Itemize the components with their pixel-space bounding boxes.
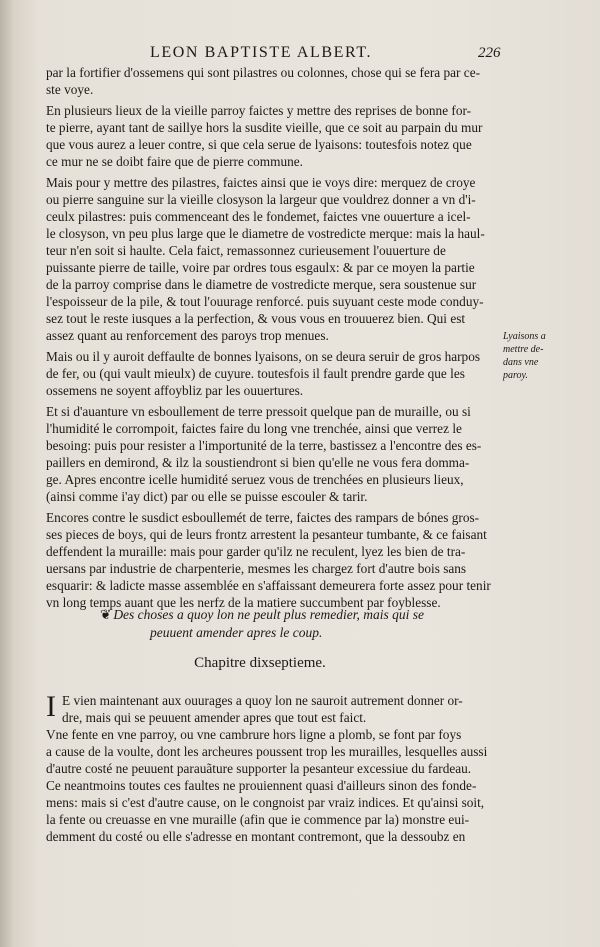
rubric-line: peuuent amender apres le coup. (150, 625, 323, 640)
marginal-note (503, 330, 575, 382)
text-line: puissante pierre de taille, voire par ordres tous esgaulx: & par ce moyen la partie (46, 260, 475, 275)
rubric-line (100, 606, 520, 624)
text-line: a cause de la voulte, dont les archeures poussent trop les murailles, lesquelles aussi (46, 744, 488, 759)
text-line: sez tout le reste iusques a la perfection, & vous vous en trouuerez bien. Qui est (46, 311, 466, 326)
marginal-note-line: paroy. (503, 370, 528, 381)
text-line: la fente ou creuasse en vne muraille (afin que ie commence par la) monstre eui- (46, 812, 470, 827)
text-line: deffendent la muraille: mais pour garder qu'ilz ne reculent, lyez les bien de tra- (46, 544, 466, 559)
page-number: 226 (478, 45, 501, 61)
text-line: que vous aurez a leuer contre, si que cela serue de lyaisons: toutesfois notez que (46, 137, 472, 152)
text-line: de fer, ou (qui vault mieulx) de cuyure. toutesfois il fault prendre garde que les (46, 366, 465, 381)
text-line: de la parroy comprise dans le diametre de vostredicte merque, sera soustenue sur (46, 277, 477, 292)
text-line: Ce neantmoins toutes ces faultes ne prouiennent quasi d'ailleurs sinon des fonde- (46, 778, 477, 793)
running-title: LEON BAPTISTE ALBERT. (150, 44, 373, 61)
chapter-rubric (100, 606, 520, 642)
text-line: le closyson, vn peu plus large que le diametre de vostredicte merque: mais la haul- (46, 226, 485, 241)
text-line: te pierre, ayant tant de saillye hors la susdite vieille, que ce soit au parpain du mur (46, 120, 483, 135)
text-line: dre, mais qui se peuuent amender apres que tout est faict. (62, 710, 367, 725)
marginal-note-line: Lyaisons a (503, 331, 546, 342)
text-line: Et si d'auanture vn esboullement de terre pressoit quelque pan de muraille, ou si (46, 404, 471, 419)
text-line: Mais pour y mettre des pilastres, faictes ainsi que ie voys dire: merquez de croye (46, 175, 476, 190)
chapter-text-block (46, 692, 506, 845)
text-line: mens: mais si c'est d'autre cause, on le congnoist par vraiz indices. Et qu'ainsi soit, (46, 795, 485, 810)
text-line: paillers en demirond, & ilz la soustiendront si bien qu'elle ne vous fera domma- (46, 455, 470, 470)
text-line: ou pierre sanguine sur la vieille closyson la largeur que vouldrez donner a vn d'i- (46, 192, 476, 207)
fleuron-icon: ❦ (100, 607, 112, 622)
page-header (0, 44, 600, 66)
text-line: Encores contre le susdict esboullemét de terre, faictes des rampars de bónes gros- (46, 510, 480, 525)
text-line: demment du costé ou elle s'adresse en montant contremont, que la dessoubz en (46, 829, 466, 844)
text-line: Vne fente en vne parroy, ou vne cambrure hors ligne a plomb, se font par foys (46, 727, 462, 742)
text-line: besoing: puis pour resister a l'importunité de la terre, bastissez a l'encontre des es- (46, 438, 482, 453)
rubric-text: Des choses a quoy lon ne peult plus remedier, mais qui se (113, 607, 425, 622)
text-line: ses pieces de boys, qui de leurs frontz arrestent la pesanteur tumbante, & ce faisant (46, 527, 487, 542)
text-line: (ainsi comme i'ay dict) par ou elle se puisse escouler & tarir. (46, 489, 368, 504)
chapter-title: Chapitre dixseptieme. (194, 655, 326, 671)
text-line: par la fortifier d'ossemens qui sont pilastres ou colonnes, chose qui se fera par ce- (46, 65, 481, 80)
text-line: E vien maintenant aux ouurages a quoy lon ne sauroit autrement donner or- (62, 693, 463, 708)
chapter-heading (0, 655, 600, 672)
marginal-note-line: mettre de- (503, 344, 544, 355)
main-text-block (46, 64, 506, 611)
text-line: ceulx pilastres: puis commenceant des le fondemet, faictes vne ouuerture a icel- (46, 209, 471, 224)
text-line: l'humidité le corrompoit, faictes faire du long vne trenchée, ainsi que verrez le (46, 421, 462, 436)
text-line: teur n'en soit si haulte. Cela faict, remassonnez curieusement l'ouuerture de (46, 243, 446, 258)
text-line: Mais ou il y auroit deffaulte de bonnes lyaisons, on se deura seruir de gros harpos (46, 349, 481, 364)
marginal-note-line: dans vne (503, 357, 539, 368)
drop-capital: I (46, 690, 56, 723)
text-line: ce mur ne se doibt faire que de pierre commune. (46, 154, 303, 169)
text-line: ossemens ne soyent affoybliz par les ouuertures. (46, 383, 304, 398)
text-line: vn long temps auant que les nerfz de la matiere succumbent par foyblesse. (46, 595, 441, 610)
text-line: En plusieurs lieux de la vieille parroy faictes y mettre des reprises de bonne for- (46, 103, 472, 118)
text-line: assez quant au renforcement des paroys trop menues. (46, 328, 329, 343)
text-line: ge. Apres encontre icelle humidité seruez vous de trenchées en plusieurs lieux, (46, 472, 464, 487)
text-line: ste voye. (46, 82, 94, 97)
text-line: l'espoisseur de la pile, & tout l'ouurage renforcé. puis suyuant ceste mode conduy- (46, 294, 484, 309)
text-line: esquarir: & ladicte masse assemblée en s'affaissant demeurera forte assez pour tenir (46, 578, 491, 593)
text-line: uersans par industrie de charpenterie, mesmes les chargez fort d'autre bois sans (46, 561, 467, 576)
text-line: d'autre costé ne peuuent parauãture supporter la pesanteur excessiue du fardeau. (46, 761, 472, 776)
